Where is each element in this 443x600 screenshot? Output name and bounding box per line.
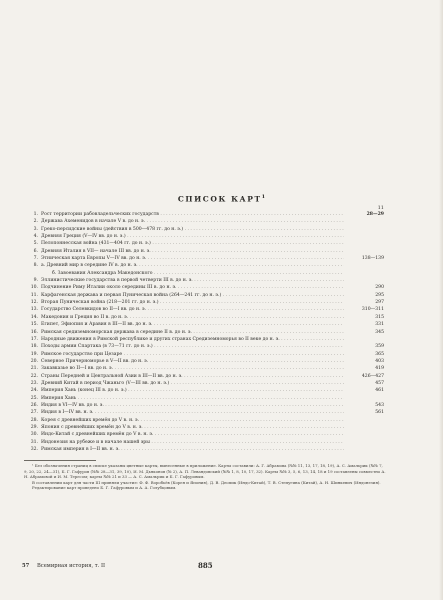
printer-signature: 57 (22, 563, 30, 569)
item-number: 5. (33, 241, 38, 247)
list-item (24, 321, 384, 328)
item-number: 16. (30, 329, 38, 335)
item-number: 30. (30, 432, 38, 438)
item-number: 6. (33, 248, 38, 254)
item-title: Корея с древнейших времён до V в. н. э. . . . (41, 417, 344, 424)
item-page: 561 (375, 410, 384, 416)
item-number: 10. (30, 285, 38, 291)
item-page: 28—29 (366, 212, 384, 217)
item-number: 12. (30, 300, 38, 306)
footnote-divider (24, 460, 96, 461)
list-item (24, 262, 384, 269)
page-footer (22, 563, 394, 573)
item-page: 138—139 (361, 256, 384, 262)
item-number: 17. (30, 336, 38, 342)
list-item (24, 211, 384, 218)
list-item (24, 248, 384, 255)
list-item (24, 329, 384, 336)
item-title: Империя Хань (конец III в. до н. э.) . . . (41, 387, 344, 394)
footnote-marker: 1 (261, 194, 266, 200)
list-item (24, 284, 384, 291)
list-item (24, 240, 384, 247)
item-title: б. Завоевания Александра Македонского . . . (52, 270, 344, 277)
item-title: Северное Причерноморье в V—II вв. до н. э. . . . (41, 358, 344, 365)
item-title: Индия в VI—IV вв. до н. э. . . . (41, 402, 344, 409)
item-title: Народные движения в Римской республике и других странах Средиземноморья во II веке до н. э. . . . (41, 336, 344, 343)
item-number: 28. (30, 417, 38, 423)
list-item (24, 387, 384, 394)
item-title: Карфагенская держава и первая Пуническая война (264—241 гг. до н. э.) . . . (41, 292, 344, 299)
bleed-through-text (0, 114, 443, 120)
item-title: Греко-персидские войны (действия в 500—478 гг. до н. э.) . . . (41, 226, 344, 233)
list-item (24, 439, 384, 446)
footnote-paragraph: В составлении карт для части III приняли участие: Ф. Ф. Воробьёв (Корея и Япония), Д. В. Деопик (Индо-Китай), Т. В. Степугина (Китай), А. Н. Шинкевич (Индонезия). (32, 479, 381, 485)
item-title: Индонезия на рубеже и в начале нашей эры . . . (41, 439, 344, 446)
item-title: Эллинистические государства в первой четверти III в. до н. э. . . . (41, 277, 344, 284)
list-item (24, 299, 384, 306)
item-number: 23. (30, 380, 38, 386)
item-page: 461 (375, 388, 384, 394)
item-title: Египет, Эфиопия и Аравия в III—II вв. до н. э. . . . (41, 321, 344, 328)
list-item (24, 226, 384, 233)
item-number: 8. (33, 263, 38, 269)
list-item (24, 395, 384, 402)
item-title: Древний Китай в период Чжаньго (V—III вв. до н. э.) . . . (41, 380, 344, 387)
item-title: Македония и Греция во II в. до н. э. . . . (41, 314, 344, 321)
item-title: Рост территории рабовладельческих государств . . . (41, 211, 344, 218)
footnotes (24, 463, 386, 491)
footnote-paragraph: ¹ Без обозначения страниц в списке указаны цветные карты, вынесенные в приложение. Карты составили: А. Г. Абрамова (№№ 11, 13, 17, 18, 19), А. С. Амальрик (№№ 7, 9, 20, 22, 24—31), Б. Г. Гафуров (№№ 28—31, 39, 10), И. М. Дьяконов (№ 2), А. П. Левандовский (№№ 1, 8, 10, 17, 32). Карты №№ 3, 5, 6, 13, 14, 18 и 19 составлены совместно А. Н. Абрамовой и И. М. Тересом; карты №№ 21 и 33 — А. С. Амальрик и Б. Г. Гафуровым. (24, 463, 386, 480)
item-title: Древняя Италия в VII— начале III вв. до н. э. . . . (41, 248, 344, 255)
item-number: 7. (33, 256, 38, 262)
item-page: 297 (375, 300, 384, 306)
list-item (24, 409, 384, 416)
item-page: 543 (375, 402, 384, 408)
list-item (24, 336, 384, 343)
item-title: Империя Хань . . . (41, 395, 344, 402)
item-number: 1. (33, 212, 38, 217)
list-item (24, 306, 384, 313)
item-title: Подчинение Риму Италии около середины III в. до н. э. . . . (41, 284, 344, 291)
item-page: 403 (375, 358, 384, 364)
item-number: 2. (33, 219, 38, 225)
item-number: 32. (30, 447, 38, 452)
column-page-label: 11 (377, 205, 384, 211)
item-number: 3. (33, 226, 38, 232)
map-list (24, 211, 384, 453)
item-title: Япония с древнейших времён до V в. н. э. . . . (41, 424, 344, 431)
page-number: 885 (198, 561, 213, 570)
item-page: 419 (375, 366, 384, 372)
list-item (24, 270, 384, 277)
item-number: 14. (30, 314, 38, 320)
item-page: 290 (375, 285, 384, 291)
item-number: 31. (30, 439, 38, 445)
list-item (24, 424, 384, 431)
item-number: 15. (30, 322, 38, 328)
list-item (24, 446, 384, 453)
list-item (24, 373, 384, 380)
item-number: 11. (30, 292, 38, 298)
item-number: 19. (30, 351, 38, 357)
item-title: Римская средиземноморская держава в середине II в. до н. э. . . . (41, 329, 344, 336)
item-title: Римское государство при Цезаре . . . (41, 351, 344, 358)
item-number: 18. (30, 344, 38, 350)
item-page: 426—427 (361, 373, 384, 379)
item-title: Закавказье во II—I вв. до н. э. . . . (41, 365, 344, 372)
page-title: СПИСОК КАРТ$^1$ (177, 194, 266, 204)
list-item (24, 314, 384, 321)
book-title: Всемирная история, т. II (37, 563, 106, 569)
list-item (24, 292, 384, 299)
item-title: Вторая Пуническая война (218—201 гг. до н. э.) . . . (41, 299, 344, 306)
item-title: Страны Передней и Центральной Азии в III—II вв. до н. э. . . . (41, 373, 344, 380)
item-number: 29. (30, 424, 38, 430)
item-title: а. Древний мир в середине IV в. до н. э. . . . (41, 262, 344, 269)
item-number: 22. (30, 373, 38, 379)
bleed-through-text (0, 104, 443, 111)
list-item (24, 380, 384, 387)
item-number: 26. (30, 402, 38, 408)
list-item (24, 417, 384, 424)
item-page: 345 (375, 329, 384, 335)
item-number: 21. (30, 366, 38, 372)
item-number: 27. (30, 410, 38, 416)
item-number: 9. (33, 278, 38, 284)
item-page: 295 (375, 292, 384, 298)
item-title: Держава Ахеменидов в начале V в. до н. э. . . . (41, 218, 344, 225)
list-item (24, 365, 384, 372)
footnote-paragraph: Редактирование карт проведено Б. Г. Гафуровым и А. А. Голубцовым. (32, 485, 177, 491)
list-item (24, 431, 384, 438)
item-title: Древняя Греция (V—IV вв. до н. э.) . . . (41, 233, 344, 240)
item-number: 13. (30, 307, 38, 313)
list-item (24, 358, 384, 365)
list-item (24, 351, 384, 358)
item-title: Походы армии Спартака (в 73—71 гг. до н. э.) . . . (41, 343, 344, 350)
item-title: Этническая карта Европы V—IV вв. до н. э. . . . (41, 255, 344, 262)
item-title: Римская империя в I—II вв. н. э. . . . (41, 446, 344, 453)
item-page: 310—311 (361, 307, 384, 313)
list-item (24, 343, 384, 350)
list-item (24, 402, 384, 409)
list-item (24, 233, 384, 240)
scan-edge-shadow (439, 0, 443, 600)
item-page: 315 (375, 314, 384, 320)
item-number: 4. (33, 234, 38, 240)
list-item (24, 255, 384, 262)
list-item (24, 277, 384, 284)
list-item (24, 218, 384, 225)
item-title: Государство Селевкидов во II—I вв. до н. э. . . . (41, 306, 344, 313)
item-title: Индо-Китай с древнейших времён до V в. н. э. . . . (41, 431, 344, 438)
item-page: 359 (375, 344, 384, 350)
item-number: 24. (30, 388, 38, 394)
item-page: 331 (375, 322, 384, 328)
item-title: Пелопоннесская война (431—404 гг. до н. э.) . . . (41, 240, 344, 247)
item-title: Индия в I—IV вв. н. э. . . . (41, 409, 344, 416)
item-page: 365 (375, 351, 384, 357)
item-number: 25. (30, 395, 38, 401)
item-number: 20. (30, 358, 38, 364)
item-page: 457 (375, 380, 384, 386)
